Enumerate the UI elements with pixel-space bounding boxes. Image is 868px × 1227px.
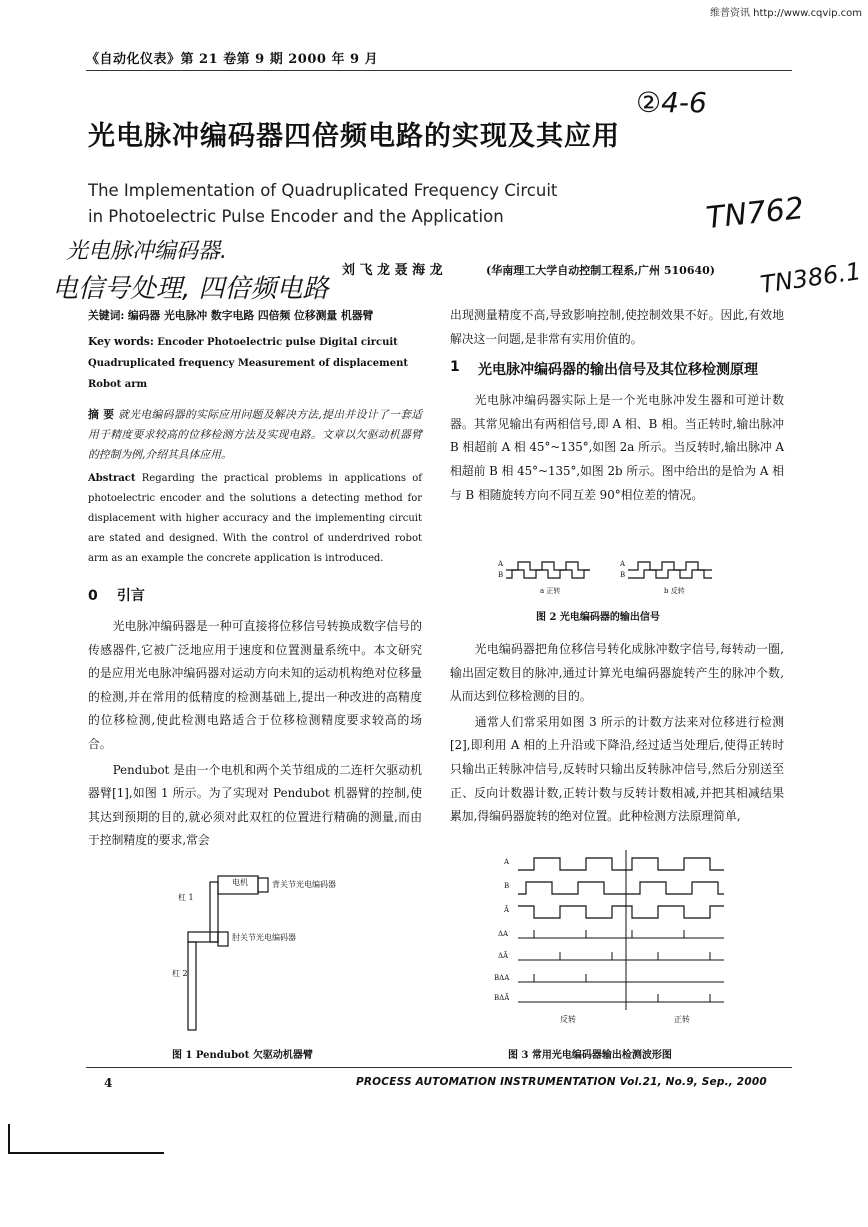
fig3-row-label-2: B <box>504 882 510 890</box>
figure-1-drawing <box>170 866 430 1036</box>
fig3-row-label-3: Ā <box>504 906 510 914</box>
figure-2-caption: 图 2 光电编码器的输出信号 <box>536 612 660 623</box>
keywords-en: Encoder Photoelectric pulse Digital circuit Quadruplicated frequency Measurement of displacement Robot arm <box>88 337 408 390</box>
figure-3-drawing <box>494 850 754 1020</box>
section-1-paragraph-3: 通常人们常采用如图 3 所示的计数方法来对位移进行检测[2],即利用 A 相的上升沿或下降沿,经过适当处理后,使得正转时只输出正转脉冲信号,反转时只输出反转脉冲信号,然后分别送至正、反向计数器计数,正转计数与反转计数相减,并把其相减结果累加,得编码器旋转的绝对位置。此种检测方法原理简单, <box>450 714 784 824</box>
figure-3 <box>494 850 754 1030</box>
fig3-wave-A <box>518 858 724 870</box>
handwritten-note-3: TN386.1 <box>758 257 863 299</box>
section-1-paragraph-1: 光电脉冲编码器实际上是一个光电脉冲发生器和可逆计数器。其常见输出有两相信号,即 A 相、B 相。当正转时,输出脉冲 B 相超前 A 相 45°~135°,如图 2a 所示。当反转时,输出脉冲 A 相超前 B 相 45°~135°,如图 2b 所示。图中给出的是恰为 A 相与 B 相随旋转方向不同互差 90°相位差的情况。 <box>450 393 784 502</box>
fig2a-B-label: B <box>498 571 504 579</box>
section-1-number: 1 <box>450 359 460 376</box>
abstract-cn-label: 摘 要 <box>88 408 115 421</box>
fig2a-A-label: A <box>498 560 504 568</box>
fig1-joint <box>188 932 218 942</box>
section-0-paragraph-2: Pendubot 是由一个电机和两个关节组成的二连杆欠驱动机器臂[1],如图 1 所示。为了实现对 Pendubot 机器臂的控制,使其达到预期的目的,就必须对此双杠的位置进行精确的测量,而由于控制精度的要求,常会 <box>88 762 422 848</box>
figure-1 <box>170 866 430 1036</box>
authors: 刘 飞 龙 聂 海 龙 <box>342 263 443 278</box>
fig3-left-label: 反转 <box>560 1015 576 1024</box>
section-1-paragraph-2: 光电编码器把角位移信号转化成脉冲数字信号,每转动一圈,输出固定数目的脉冲,通过计算光电编码器旋转产生的脉冲个数,从而达到位移检测的目的。 <box>450 642 784 704</box>
abstract-cn-block <box>88 405 422 465</box>
fig2a-wave-B <box>506 570 590 578</box>
fig2b-wave-B <box>628 570 712 578</box>
scan-mark-horizontal <box>8 1152 164 1154</box>
page-number: 4 <box>104 1076 113 1090</box>
fig3-right-label: 正转 <box>674 1015 690 1024</box>
keywords-cn-label: 关键词: <box>88 309 125 322</box>
keywords-cn: 编码器 光电脉冲 数字电路 四倍频 位移测量 机器臂 <box>127 309 374 322</box>
section-0-number: 0 <box>88 588 98 604</box>
fig3-row-label-7: BΔĀ <box>494 994 510 1002</box>
right-column-lower <box>450 638 784 829</box>
running-header: 《自动化仪表》第 21 卷第 9 期 2000 年 9 月 <box>86 52 379 67</box>
section-0-paragraph-1: 光电脉冲编码器是一种可直接将位移信号转换成数字信号的传感器件,它被广泛地应用于速度和位置测量系统中。本文研究的是应用光电脉冲编码器对运动方向未知的运动机构绝对位移量的检测,并在常用的低精度的检测基础上,提出一种改进的高精度的位移检测,使此检测电路适合于位移检测精度要求较高的场合。 <box>88 619 422 751</box>
fig1-bar2-label: 杠 2 <box>172 969 188 978</box>
figure-1-caption: 图 1 Pendubot 欠驱动机器臂 <box>172 1050 313 1061</box>
figure-2-drawing <box>498 556 738 600</box>
section-1-heading <box>450 359 784 381</box>
figure-3-caption: 图 3 常用光电编码器输出检测波形图 <box>508 1050 672 1061</box>
handwritten-note-1: ②4-6 <box>636 86 707 119</box>
fig2b-A-label: A <box>620 560 626 568</box>
left-column <box>88 306 422 853</box>
fig1-lower-bar <box>188 942 196 1030</box>
fig3-row-label-4: ΔA <box>498 930 509 938</box>
abstract-cn: 就光电编码器的实际应用问题及解决方法,提出并设计了一套适用于精度要求较高的位移检测方法及实现电路。文章以欠驱动机器臂的控制为例,介绍其具体应用。 <box>88 408 422 461</box>
fig2-sub-b: b 反转 <box>664 587 685 595</box>
affiliation: (华南理工大学自动控制工程系,广州 510640) <box>486 264 715 277</box>
scan-mark-vertical <box>8 1124 10 1152</box>
handwritten-note-2: TN762 <box>704 190 806 237</box>
fig3-row-label-6: BΔA <box>494 974 510 982</box>
handwritten-note-5: 电信号处理, 四倍频电路 <box>52 274 329 304</box>
title-en <box>88 178 557 230</box>
fig2-sub-a: a 正转 <box>540 587 561 595</box>
abstract-en-block <box>88 469 422 569</box>
fig3-wave-B <box>518 882 724 894</box>
section-1-title: 光电脉冲编码器的输出信号及其位移检测原理 <box>478 362 758 379</box>
footer-rule <box>86 1067 792 1068</box>
section-0-heading <box>88 585 422 605</box>
fig2b-B-label: B <box>620 571 626 579</box>
abstract-en-label: Abstract <box>88 473 136 484</box>
fig1-motor-label: 电机 <box>232 878 248 887</box>
right-column-continued-paragraph: 出现测量精度不高,导致影响控制,使控制效果不好。因此,有效地解决这一问题,是非常有实用价值的。 <box>450 308 784 346</box>
title-en-line1: The Implementation of Quadruplicated Frequency Circuit <box>88 181 558 200</box>
fig2b-wave-A <box>628 562 712 570</box>
watermark: 维普资讯 http://www.cqvip.com <box>709 8 862 19</box>
fig1-encoder2-label: 肘关节光电编码器 <box>232 933 296 942</box>
title-cn: 光电脉冲编码器四倍频电路的实现及其应用 <box>88 121 620 152</box>
handwritten-note-4: 光电脉冲编码器. <box>66 239 227 264</box>
fig3-row-label-5: ΔĀ <box>498 952 509 960</box>
fig1-encoder1-label: 背关节光电编码器 <box>272 880 336 889</box>
abstract-en: Regarding the practical problems in applications of photoelectric encoder and the solutions a detecting method for displacement with higher accuracy and the implementing circuit are stated and designed. With the control of underdrived robot arm as an example the concrete application is introduced. <box>88 473 422 564</box>
fig1-encoder1-box <box>258 878 268 892</box>
keywords-en-block <box>88 332 422 395</box>
keywords-en-label: Key words: <box>88 335 154 348</box>
section-0-title: 引言 <box>116 588 145 604</box>
fig1-upper-bar <box>210 882 218 942</box>
fig1-encoder2-box <box>218 932 228 946</box>
right-column <box>450 304 784 507</box>
journal-footer: PROCESS AUTOMATION INSTRUMENTATION Vol.21, No.9, Sep., 2000 <box>356 1076 767 1088</box>
title-en-line2: in Photoelectric Pulse Encoder and the Application <box>88 207 504 226</box>
fig1-bar1-label: 杠 1 <box>178 893 194 902</box>
fig3-wave-Anot <box>518 906 724 918</box>
header-rule <box>86 70 792 71</box>
keywords-cn-block <box>88 306 422 326</box>
figure-2 <box>498 556 738 616</box>
fig2a-wave-A <box>506 562 590 570</box>
fig3-row-label-1: A <box>504 858 510 866</box>
